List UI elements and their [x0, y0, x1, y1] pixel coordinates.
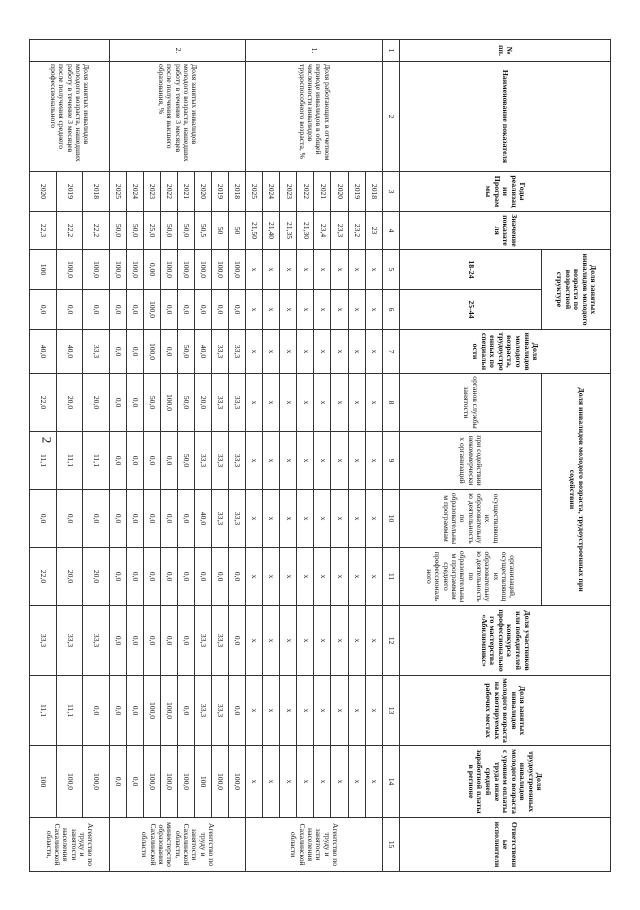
- header-edu-org: осуществляющих образовательную деятельность по образовательным программам: [399, 490, 541, 548]
- table-cell: 50,0: [109, 212, 126, 250]
- table-cell: 100,0: [143, 676, 160, 746]
- table-cell: 20,0: [56, 374, 83, 432]
- table-cell: 2024: [263, 172, 280, 212]
- table-cell: х: [246, 374, 263, 432]
- table-cell: 40,0: [30, 330, 57, 374]
- table-cell: 33,3: [212, 432, 229, 490]
- table-cell: х: [263, 374, 280, 432]
- table-cell: х: [331, 374, 348, 432]
- table-cell: 40,0: [195, 490, 212, 548]
- table-cell: х: [280, 490, 297, 548]
- column-number: 3: [382, 172, 399, 212]
- header-workplaces: Доля занятых инвалидов молодого возраста на квотируемых рабочих местах: [399, 676, 610, 746]
- table-cell: х: [280, 432, 297, 490]
- column-number: 4: [382, 212, 399, 250]
- column-number: 2: [382, 62, 399, 172]
- table-cell: 33,3: [229, 374, 246, 432]
- table-cell: 2020: [195, 172, 212, 212]
- indicator-name: Доля работающих в отчетном периоде инвалидов в общей численности инвалидов трудоспособного возраста, %: [246, 62, 382, 172]
- table-cell: 33,3: [195, 676, 212, 746]
- table-cell: х: [246, 490, 263, 548]
- table-cell: 100,0: [56, 250, 83, 290]
- table-cell: 20,0: [56, 548, 83, 606]
- table-cell: 33,3: [30, 606, 57, 676]
- table-cell: х: [365, 746, 382, 818]
- table-cell: 11,1: [83, 432, 110, 490]
- indicator-executor: Агентство по труду и занятости населения Сахалинской области: [246, 818, 382, 872]
- column-number: 6: [382, 290, 399, 330]
- table-cell: х: [263, 746, 280, 818]
- table-row: [365, 40, 382, 872]
- table-cell: х: [348, 330, 365, 374]
- table-cell: х: [314, 676, 331, 746]
- table-cell: х: [246, 250, 263, 290]
- table-cell: 0,0: [212, 548, 229, 606]
- table-cell: 50,0: [178, 212, 195, 250]
- table-cell: 0,0: [83, 676, 110, 746]
- table-cell: х: [246, 548, 263, 606]
- table-cell: 21,35: [280, 212, 297, 250]
- table-cell: 0,0: [126, 290, 143, 330]
- header-years: Годы реализации Программы: [399, 172, 610, 212]
- table-cell: х: [365, 606, 382, 676]
- column-number: 9: [382, 432, 399, 490]
- table-cell: 2018: [365, 172, 382, 212]
- table-cell: 33,3: [212, 676, 229, 746]
- table-cell: 2023: [280, 172, 297, 212]
- table-cell: х: [348, 374, 365, 432]
- table-cell: 50,0: [126, 212, 143, 250]
- table-cell: х: [280, 250, 297, 290]
- table-cell: х: [246, 746, 263, 818]
- table-cell: 2024: [126, 172, 143, 212]
- table-cell: 0,0: [161, 606, 178, 676]
- table-cell: 0,0: [161, 290, 178, 330]
- table-cell: 22,0: [30, 548, 57, 606]
- table-cell: х: [280, 606, 297, 676]
- table-cell: х: [297, 330, 314, 374]
- table-cell: 100,0: [178, 250, 195, 290]
- table-cell: 0,0: [229, 290, 246, 330]
- header-row: [542, 40, 611, 872]
- indicator-number: [30, 40, 110, 62]
- table-cell: 2020: [30, 172, 57, 212]
- column-number: 1: [382, 40, 399, 62]
- table-cell: 33,3: [212, 374, 229, 432]
- indicator-name: Доля занятых инвалидов молодого возраста, нашедших работу в течение 3 месяцев после получения среднего профессионального: [30, 62, 110, 172]
- table-cell: х: [314, 746, 331, 818]
- table-cell: 0,0: [161, 432, 178, 490]
- table-cell: 0,0: [56, 290, 83, 330]
- table-cell: х: [297, 250, 314, 290]
- table-cell: х: [263, 250, 280, 290]
- table-cell: х: [314, 606, 331, 676]
- table-cell: 2019: [56, 172, 83, 212]
- table-cell: 33,3: [83, 606, 110, 676]
- table-cell: х: [297, 290, 314, 330]
- table-cell: х: [365, 432, 382, 490]
- table-cell: 33,3: [212, 606, 229, 676]
- table-cell: 2022: [297, 172, 314, 212]
- column-number: 12: [382, 606, 399, 676]
- table-cell: х: [297, 490, 314, 548]
- table-cell: х: [246, 432, 263, 490]
- table-cell: 33,3: [195, 606, 212, 676]
- table-cell: 11,1: [30, 676, 57, 746]
- table-cell: 21,40: [263, 212, 280, 250]
- table-cell: 100,0: [212, 746, 229, 818]
- table-cell: 0,0: [126, 374, 143, 432]
- table-cell: 23,4: [314, 212, 331, 250]
- table-cell: х: [365, 330, 382, 374]
- table-cell: 50,0: [178, 432, 195, 490]
- table-cell: 100,0: [56, 746, 83, 818]
- table-cell: х: [263, 548, 280, 606]
- table-cell: 21,30: [297, 212, 314, 250]
- table-cell: 0,0: [161, 330, 178, 374]
- table-cell: 11,1: [56, 676, 83, 746]
- table-cell: 40,0: [195, 330, 212, 374]
- table-cell: х: [365, 374, 382, 432]
- table-cell: х: [365, 548, 382, 606]
- column-number: 13: [382, 676, 399, 746]
- table-cell: х: [297, 548, 314, 606]
- table-cell: х: [348, 290, 365, 330]
- table-cell: х: [348, 548, 365, 606]
- table-cell: х: [263, 432, 280, 490]
- table-cell: х: [348, 432, 365, 490]
- header-no: № пп.: [399, 40, 610, 62]
- column-number: 7: [382, 330, 399, 374]
- table-cell: 0,0: [109, 746, 126, 818]
- column-number: 8: [382, 374, 399, 432]
- table-cell: х: [280, 676, 297, 746]
- table-cell: х: [314, 330, 331, 374]
- table-cell: 23,2: [348, 212, 365, 250]
- table-cell: 2025: [109, 172, 126, 212]
- table-cell: 50,0: [178, 330, 195, 374]
- table-cell: х: [280, 548, 297, 606]
- table-cell: 20,0: [83, 374, 110, 432]
- table-cell: 0,0: [109, 374, 126, 432]
- table-cell: 40,0: [56, 330, 83, 374]
- table-cell: х: [297, 676, 314, 746]
- column-number: 11: [382, 548, 399, 606]
- table-cell: 33,3: [229, 432, 246, 490]
- table-cell: х: [348, 676, 365, 746]
- table-cell: 0,0: [56, 490, 83, 548]
- table-cell: 0,0: [126, 432, 143, 490]
- table-cell: 0,0: [229, 548, 246, 606]
- table-cell: 0,0: [143, 432, 160, 490]
- table-cell: х: [365, 490, 382, 548]
- table-cell: 100,0: [161, 374, 178, 432]
- table-cell: 0,0: [30, 490, 57, 548]
- table-cell: 50,0: [143, 374, 160, 432]
- page-number: 2: [39, 436, 55, 444]
- table-cell: 33,3: [229, 490, 246, 548]
- table-cell: 0,0: [109, 290, 126, 330]
- table-cell: 100,0: [143, 290, 160, 330]
- table-cell: 0,0: [83, 290, 110, 330]
- column-number: 10: [382, 490, 399, 548]
- table-cell: 0,0: [178, 290, 195, 330]
- table-cell: х: [280, 290, 297, 330]
- table-cell: 0,0: [229, 676, 246, 746]
- table-cell: 33,3: [56, 606, 83, 676]
- table-cell: х: [331, 548, 348, 606]
- table-cell: 0,0: [126, 548, 143, 606]
- table-cell: х: [365, 290, 382, 330]
- table-cell: 0,0: [212, 290, 229, 330]
- table-cell: 100,0: [83, 250, 110, 290]
- table-cell: х: [331, 606, 348, 676]
- table-cell: х: [348, 606, 365, 676]
- table-cell: х: [331, 290, 348, 330]
- table-cell: 0,0: [143, 490, 160, 548]
- table-cell: х: [297, 606, 314, 676]
- table-cell: х: [246, 676, 263, 746]
- table-cell: 0,0: [126, 330, 143, 374]
- header-executors: Ответственные исполнители: [399, 818, 610, 872]
- indicator-number: 1.: [246, 40, 382, 62]
- table-cell: х: [331, 676, 348, 746]
- table-cell: 0,0: [109, 330, 126, 374]
- table-cell: 100: [195, 746, 212, 818]
- table-cell: 33,3: [229, 330, 246, 374]
- table-cell: 33,3: [212, 490, 229, 548]
- table-cell: 0,0: [109, 606, 126, 676]
- table-cell: 23,3: [331, 212, 348, 250]
- column-number-row: [382, 40, 399, 872]
- table-cell: х: [297, 374, 314, 432]
- table-cell: 50,5: [195, 212, 212, 250]
- table-cell: х: [348, 490, 365, 548]
- table-cell: х: [297, 432, 314, 490]
- table-cell: 33,3: [83, 330, 110, 374]
- table-cell: 0,0: [126, 746, 143, 818]
- table-cell: 100,0: [229, 250, 246, 290]
- indicator-executor: Агентство по труду и занятости Сахалинской области, министерство образования Сахалинской области: [109, 818, 245, 872]
- table-cell: 100: [30, 746, 57, 818]
- table-cell: 0,0: [143, 548, 160, 606]
- column-number: 14: [382, 746, 399, 818]
- table-cell: 2023: [143, 172, 160, 212]
- table-cell: х: [263, 606, 280, 676]
- table-cell: 2021: [178, 172, 195, 212]
- indicator-name: Доля занятых инвалидов молодого возраста, нашедших работу в течение 3 месяцев после получения высшего образования, %: [109, 62, 245, 172]
- table-cell: 33,3: [212, 330, 229, 374]
- header-employment-service: органов службы занятости: [399, 374, 541, 432]
- header-value: Значение показателя: [399, 212, 610, 250]
- table-cell: 22,2: [56, 212, 83, 250]
- table-cell: 2019: [212, 172, 229, 212]
- table-cell: 100,0: [161, 676, 178, 746]
- table-cell: 0,0: [178, 676, 195, 746]
- table-cell: 100,0: [109, 250, 126, 290]
- table-cell: х: [246, 606, 263, 676]
- column-number: 5: [382, 250, 399, 290]
- table-row: [83, 40, 110, 872]
- table-cell: 25,0: [143, 212, 160, 250]
- table-cell: х: [297, 746, 314, 818]
- table-cell: х: [314, 250, 331, 290]
- table-row: [229, 40, 246, 872]
- indicator-number: 2.: [109, 40, 245, 62]
- header-wage: Доля трудоустроенных инвалидов молодого возраста с уровнем оплаты труда ниже средней заработной платы в регионе: [399, 746, 610, 818]
- table-cell: 50: [212, 212, 229, 250]
- table-cell: 2021: [314, 172, 331, 212]
- header-age-group: Доля занятых инвалидов молодого возраста по возрастной структуре: [542, 250, 611, 330]
- table-cell: 0,0: [126, 676, 143, 746]
- table-cell: х: [348, 250, 365, 290]
- table-cell: 100,0: [126, 250, 143, 290]
- table-cell: х: [280, 330, 297, 374]
- table-cell: 2022: [161, 172, 178, 212]
- table-cell: 2025: [246, 172, 263, 212]
- indicator-table: [29, 39, 611, 872]
- table-cell: х: [331, 490, 348, 548]
- indicator-executor: Агентство по труду и занятости населения Сахалинской области,: [30, 818, 110, 872]
- header-age-18-24: 18-24: [399, 250, 541, 290]
- column-number: 15: [382, 818, 399, 872]
- table-cell: х: [314, 432, 331, 490]
- table-cell: 0,0: [161, 490, 178, 548]
- table-cell: 33,3: [195, 432, 212, 490]
- table-cell: 0,0: [30, 290, 57, 330]
- table-cell: х: [365, 250, 382, 290]
- table-cell: 0,0: [178, 490, 195, 548]
- table-cell: 100,0: [143, 330, 160, 374]
- table-cell: 100: [30, 250, 57, 290]
- table-cell: 22,3: [30, 212, 57, 250]
- indicator-table-sheet: [29, 39, 611, 871]
- table-cell: 22,0: [30, 374, 57, 432]
- table-cell: х: [246, 330, 263, 374]
- table-cell: 2019: [348, 172, 365, 212]
- table-cell: 0,0: [83, 490, 110, 548]
- table-cell: 0,0: [143, 606, 160, 676]
- table-cell: 0,0: [109, 490, 126, 548]
- table-cell: х: [246, 290, 263, 330]
- header-age-25-44: 25-44: [399, 290, 541, 330]
- table-cell: 0,0: [126, 606, 143, 676]
- table-cell: 50,0: [161, 212, 178, 250]
- table-cell: 11,1: [56, 432, 83, 490]
- table-cell: х: [263, 330, 280, 374]
- table-cell: 100,0: [161, 746, 178, 818]
- table-cell: х: [331, 432, 348, 490]
- table-cell: 0,0: [195, 548, 212, 606]
- header-specialty: Доля инвалидов молодого возраста, трудоустроенных по специальности: [399, 330, 610, 374]
- header-name: Наименование показателя: [399, 62, 610, 172]
- table-cell: 0,0: [126, 490, 143, 548]
- table-cell: 0,0: [178, 548, 195, 606]
- table-cell: х: [331, 250, 348, 290]
- table-cell: 20,0: [83, 548, 110, 606]
- table-cell: 50: [229, 212, 246, 250]
- table-cell: 2020: [331, 172, 348, 212]
- table-cell: 0,0: [195, 290, 212, 330]
- table-cell: 21,50: [246, 212, 263, 250]
- header-assist-group: Доля инвалидов молодого возраста, трудоустроенных при содействии: [542, 374, 611, 606]
- table-cell: 0,0: [109, 676, 126, 746]
- table-cell: 2018: [83, 172, 110, 212]
- table-cell: х: [348, 746, 365, 818]
- table-cell: 2018: [229, 172, 246, 212]
- table-cell: 0,00: [143, 250, 160, 290]
- table-cell: 100,0: [178, 746, 195, 818]
- table-cell: 100,0: [229, 746, 246, 818]
- table-cell: 100,0: [143, 746, 160, 818]
- table-cell: 22,2: [83, 212, 110, 250]
- table-cell: х: [280, 746, 297, 818]
- table-cell: х: [331, 746, 348, 818]
- table-cell: 0,0: [178, 606, 195, 676]
- table-cell: х: [263, 676, 280, 746]
- table-cell: х: [331, 330, 348, 374]
- table-cell: 100,0: [83, 746, 110, 818]
- table-cell: х: [365, 676, 382, 746]
- table-cell: 100,0: [212, 250, 229, 290]
- header-secondary-org: организаций, осуществляющих образовательную деятельность по образовательным программам среднего профессионального: [399, 548, 541, 606]
- table-cell: 23: [365, 212, 382, 250]
- table-cell: 50,0: [178, 374, 195, 432]
- table-cell: 0,0: [109, 548, 126, 606]
- table-cell: 20,0: [195, 374, 212, 432]
- table-cell: х: [263, 490, 280, 548]
- header-ngo: при содействии некоммерческих организаций: [399, 432, 541, 490]
- table-cell: 11,1: [30, 432, 57, 490]
- table-cell: х: [314, 290, 331, 330]
- table-cell: х: [314, 490, 331, 548]
- table-cell: х: [263, 290, 280, 330]
- table-cell: 100,0: [195, 250, 212, 290]
- table-cell: х: [280, 374, 297, 432]
- header-abilympics: Доля участников или победителей конкурса профессионального мастерства «Абилимпикс»: [399, 606, 610, 676]
- table-cell: х: [314, 374, 331, 432]
- table-cell: 100,0: [161, 250, 178, 290]
- table-cell: 0,0: [229, 606, 246, 676]
- table-cell: х: [314, 548, 331, 606]
- table-cell: 0,0: [109, 432, 126, 490]
- table-cell: 0,0: [161, 548, 178, 606]
